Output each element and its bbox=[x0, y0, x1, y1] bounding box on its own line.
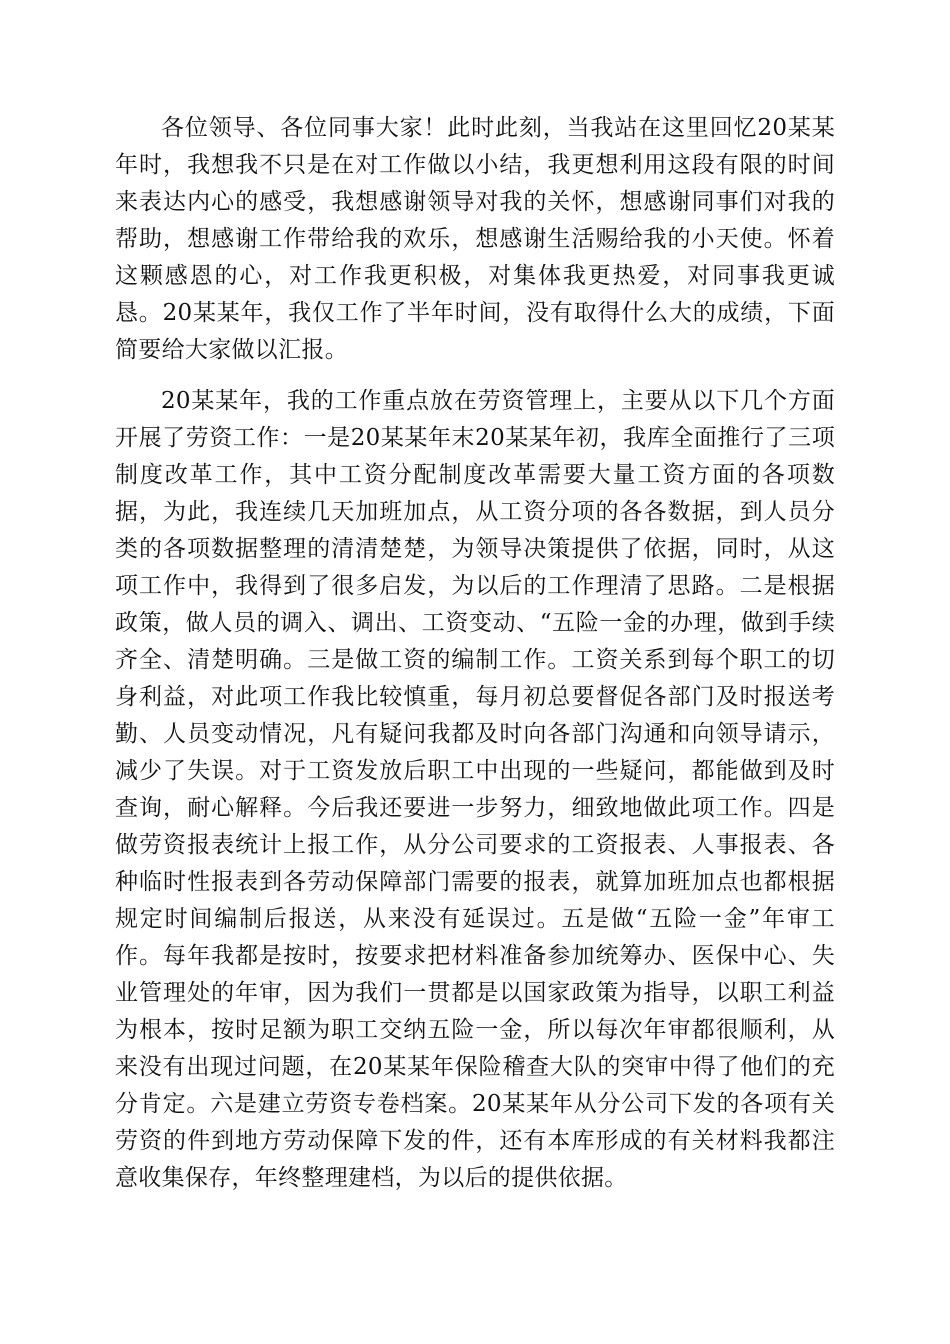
paragraph-intro: 各位领导、各位同事大家！此时此刻，当我站在这里回忆20某某年时，我想我不只是在对工作做以小结，我更想利用这段有限的时间来表达内心的感受，我想感谢领导对我的关怀，想感谢同事们对我的帮助，想感谢工作带给我的欢乐，想感谢生活赐给我的小天使。怀着这颗感恩的心，对工作我更积极，对集体我更热爱，对同事我更诚恳。20某某年，我仅工作了半年时间，没有取得什么大的成绩，下面简要给大家做以汇报。 bbox=[115, 115, 835, 363]
document-body bbox=[115, 110, 835, 1211]
paragraph-work-report: 20某某年，我的工作重点放在劳资管理上，主要从以下几个方面开展了劳资工作：一是20某某年末20某某年初，我库全面推行了三项制度改革工作，其中工资分配制度改革需要大量工资方面的各项数据，为此，我连续几天加班加点，从工资分项的各各数据，到人员分类的各项数据整理的清清楚楚，为领导决策提供了依据，同时，从这项工作中，我得到了很多启发，为以后的工作理清了思路。二是根据政策，做人员的调入、调出、工资变动、“五险一金的办理，做到手续齐全、清楚明确。三是做工资的编制工作。工资关系到每个职工的切身利益，对此项工作我比较慎重，每月初总要督促各部门及时报送考勤、人员变动情况，凡有疑问我都及时向各部门沟通和向领导请示，减少了失误。对于工资发放后职工中出现的一些疑问，都能做到及时查询，耐心解释。今后我还要进一步努力，细致地做此项工作。四是做劳资报表统计上报工作，从分公司要求的工资报表、人事报表、各种临时性报表到各劳动保障部门需要的报表，就算加班加点也都根据规定时间编制后报送，从来没有延误过。五是做“五险一金”年审工作。每年我都是按时，按要求把材料准备参加统筹办、医保中心、失业管理处的年审，因为我们一贯都是以国家政策为指导，以职工利益为根本，按时足额为职工交纳五险一金，所以每次年审都很顺利，从来没有出现过问题，在20某某年保险稽查大队的突审中得了他们的充分肯定。六是建立劳资专卷档案。20某某年从分公司下发的各项有关劳资的件到地方劳动保障下发的件，还有本库形成的有关材料我都注意收集保存，年终整理建档，为以后的提供依据。 bbox=[115, 388, 835, 1191]
